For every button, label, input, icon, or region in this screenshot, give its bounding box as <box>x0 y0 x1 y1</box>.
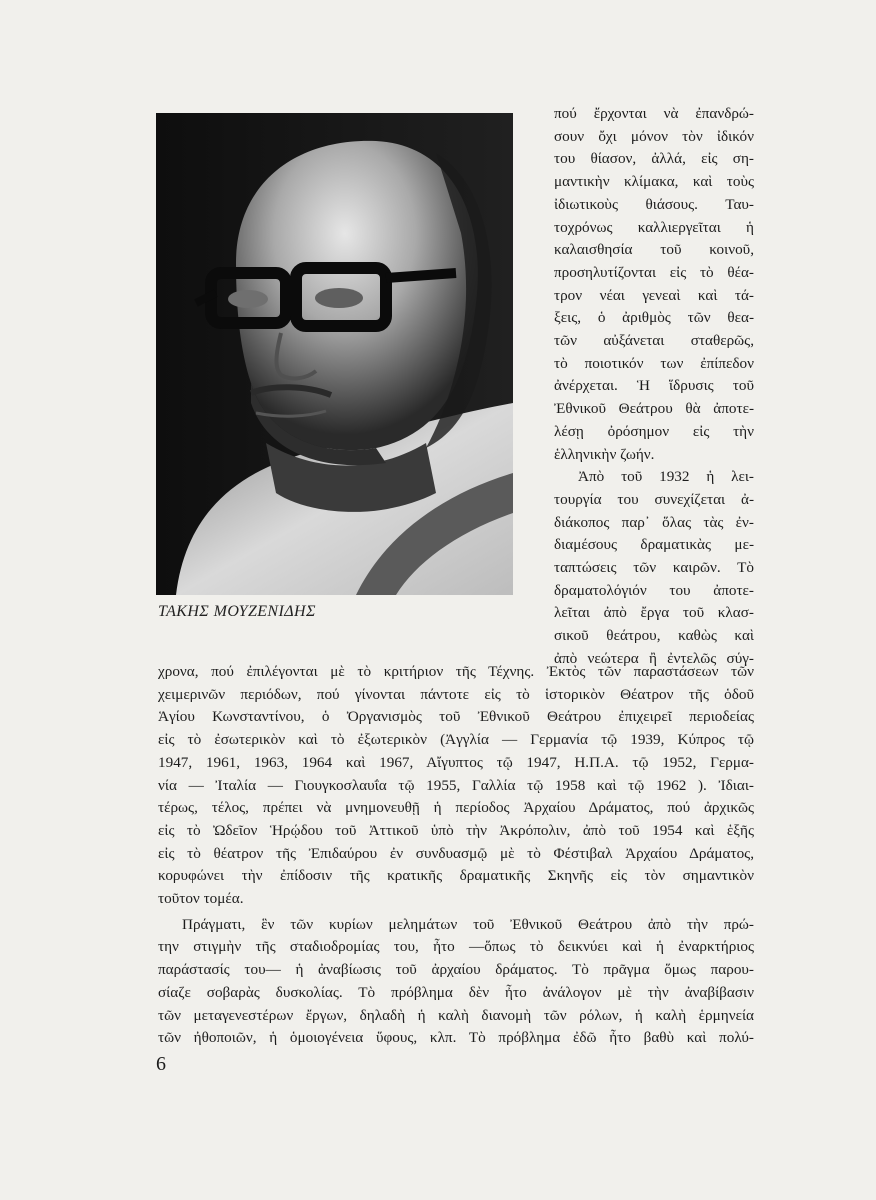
text-line: προσηλυτίζονται εἰς τὸ θέα- <box>554 263 754 281</box>
text-line: εἰς τὸ ἐσωτερικὸν καὶ τὸ ἐξωτερικὸν (Ἀγγλία — Γερμανία τῷ 1939, Κύπρος τῷ <box>158 731 754 749</box>
text-line: Ἀπὸ τοῦ 1932 ἡ λει- <box>578 468 754 486</box>
photo-caption: ΤΑΚΗΣ ΜΟΥΖΕΝΙΔΗΣ <box>158 603 316 620</box>
text-line: τῶν ἠθοποιῶν, ἡ ὁμοιογένεια ὕφους, κλπ. Τὸ πρόβλημα ἐδῶ ἦτο βαθὺ καὶ πολύ- <box>158 1029 754 1047</box>
text-line: εἰς τὸ Ὠδεῖον Ἡρῴδου τοῦ Ἀττικοῦ ὑπὸ τὴν Ἀκρόπολιν, ἀπὸ τοῦ 1954 καὶ ἑξῆς <box>158 821 754 839</box>
text-line: μαντικὴν κλίμακα, καὶ τοὺς <box>554 173 754 191</box>
text-line: χρονα, πού ἐπιλέγονται μὲ τὸ κριτήριον τῆς Τέχνης. Ἐκτὸς τῶν παραστάσεων τῶν <box>158 663 754 680</box>
text-line: ταπτώσεις τῶν καιρῶν. Τὸ <box>554 559 754 577</box>
full-width-text <box>158 661 754 1050</box>
text-line: σίαζε σοβαρὰς δυσκολίας. Τὸ πρόβλημα δὲν ἦτο ἀνάλογον μὲ τὴν ἀναβίβασιν <box>158 983 754 1001</box>
text-line: δραματολόγιόν του ἀποτε- <box>554 581 754 599</box>
text-line: διαμέσους δραματικὰς με- <box>554 536 754 554</box>
right-text-column <box>554 103 754 671</box>
text-line: ἰδιωτικοὺς θιάσους. Ταυ- <box>554 195 754 213</box>
text-line: τουργία του συνεχίζεται ἀ- <box>554 490 754 508</box>
text-line: σουν ὄχι μόνον τὸν ἰδικόν <box>554 127 754 145</box>
text-line: σικοῦ θεάτρου, καθὼς καὶ <box>554 627 754 645</box>
text-line: τῶν μεταγενεστέρων ἔργων, δηλαδὴ ἡ καλὴ διανομὴ τῶν ρόλων, ἡ καλὴ ἑρμηνεία <box>158 1006 754 1024</box>
text-line: Πράγματι, ἓν τῶν κυρίων μελημάτων τοῦ Ἐθνικοῦ Θεάτρου ἀπὸ τὴν πρώ- <box>182 915 754 933</box>
text-line: Ἁγίου Κωνσταντίνου, ὁ Ὀργανισμὸς τοῦ Ἐθνικοῦ Θεάτρου ἐπιχειρεῖ περιοδείας <box>158 708 754 726</box>
text-line: 1947, 1961, 1963, 1964 καὶ 1967, Αἴγυπτος τῷ 1947, Η.Π.Α. τῷ 1952, Γερμα- <box>158 753 754 771</box>
text-line: τὸ ποιοτικόν των ἐπίπεδον <box>554 354 754 372</box>
text-line: λέσῃ ὀρόσημον εἰς τὴν <box>554 422 754 440</box>
text-line: ξεις, ὁ ἀριθμὸς τῶν θεα- <box>554 309 754 327</box>
text-line: Ἐθνικοῦ Θεάτρου θὰ ἀποτε- <box>554 400 754 418</box>
text-line: νία — Ἰταλία — Γιουγκοσλαυΐα τῷ 1955, Γαλλία τῷ 1958 καὶ τῷ 1962 ). Ἰδιαι- <box>158 776 754 794</box>
text-line: κορυφώνει τὴν ἐπίδοσιν τῆς κρατικῆς δραματικῆς Σκηνῆς εἰς τὸν σημαντικὸν <box>158 867 754 885</box>
text-line: χειμερινῶν περιόδων, πού γίνονται πάντοτε εἰς τὸ ἱστορικὸν Θέατρον τῆς ὁδοῦ <box>158 685 754 703</box>
text-line: διάκοπος παρ᾽ ὅλας τὰς ἐν- <box>554 513 754 531</box>
text-line: εἰς τὸ θέατρον τῆς Ἐπιδαύρου ἐν συνδυασμῷ μὲ τὸ Φέστιβαλ Ἀρχαίου Δράματος, <box>158 844 754 862</box>
text-line: ἀνέρχεται. Ἡ ἵδρυσις τοῦ <box>554 377 754 395</box>
text-line: ἑλληνικὴν ζωήν. <box>554 445 655 463</box>
text-line: τοχρόνως καλλιεργεῖται ἡ <box>554 218 754 236</box>
text-line: λεῖται ἀπὸ ἔργα τοῦ κλασ- <box>554 604 754 622</box>
text-line: καλαισθησία τοῦ κοινοῦ, <box>554 241 754 259</box>
text-line: τρον νέαι γενεαὶ καὶ τά- <box>554 286 754 304</box>
portrait-image <box>156 113 513 595</box>
text-line: τῶν αὐξάνεται σταθερῶς, <box>554 332 754 350</box>
portrait-photo <box>156 113 513 595</box>
text-line: παράστασίς του— ἡ ἀναβίωσις τοῦ ἀρχαίου δράματος. Τὸ πρᾶγμα ὅμως παρου- <box>158 961 754 979</box>
page-number: 6 <box>156 1053 166 1075</box>
text-line: του θίασον, ἀλλά, εἰς ση- <box>554 150 754 168</box>
text-line: τέρως, τέλος, πρέπει νὰ μνημονευθῇ ἡ περίοδος Ἀρχαίου Δράματος, πού ἀρχικῶς <box>158 799 754 817</box>
text-line: την στιγμὴν τῆς σταδιοδρομίας του, ἦτο —ὅπως τὸ δεικνύει καὶ ἡ ἐναρκτήριος <box>158 938 754 956</box>
text-line: ἀπὸ νεώτερα ἢ ἐντελῶς σύγ- <box>554 649 754 667</box>
text-line: τοῦτον τομέα. <box>158 890 244 908</box>
text-line: πού ἔρχονται νὰ ἐπανδρώ- <box>554 105 754 122</box>
